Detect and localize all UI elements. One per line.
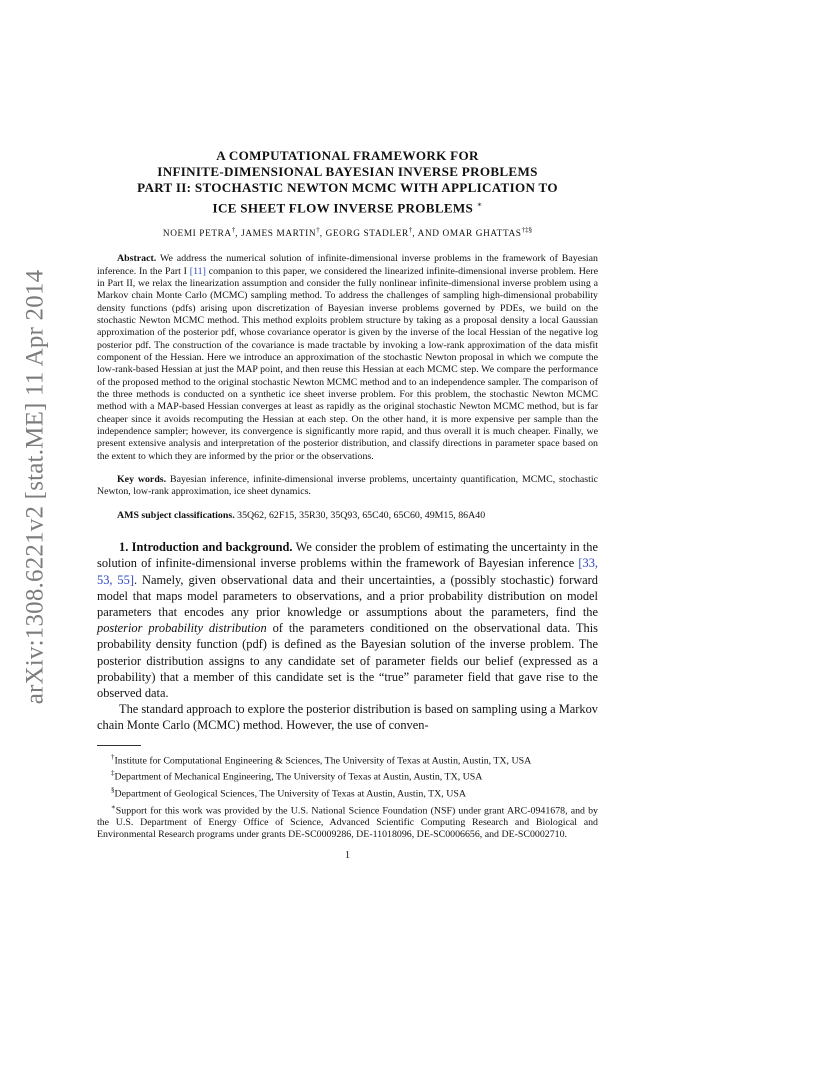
footnotes xyxy=(97,751,598,842)
intro-text-1a: We consider the problem of estimating the uncertainty in the solution of infinite-dimensional inverse problems within the framework of Bayesian inference xyxy=(97,540,599,571)
footnote-1-text: Institute for Computational Engineering & Sciences, The University of Texas at Austin, Austin, TX, USA xyxy=(114,754,532,766)
introduction-section xyxy=(97,539,598,733)
ams-text: 35Q62, 62F15, 35R30, 35Q93, 65C40, 65C60, 49M15, 86A40 xyxy=(237,509,486,521)
title-line-4-text: ICE SHEET FLOW INVERSE PROBLEMS xyxy=(212,199,474,215)
author-conjunction: AND xyxy=(417,229,440,240)
footnote-2-mark: ‡ xyxy=(111,769,115,778)
author-1: NOEMI PETRA xyxy=(162,229,232,240)
title-line-2: INFINITE-DIMENSIONAL BAYESIAN INVERSE PROBLEMS xyxy=(157,164,538,180)
author-2: JAMES MARTIN xyxy=(241,229,317,240)
author-4: OMAR GHATTAS xyxy=(442,229,522,240)
footnote-3 xyxy=(97,784,598,801)
abstract-label: Abstract. xyxy=(117,253,157,265)
title-line-4 xyxy=(97,197,598,217)
title-line-1: A COMPUTATIONAL FRAMEWORK FOR xyxy=(216,148,479,163)
author-list: NOEMI PETRA†, JAMES MARTIN†, GEORG STADLER†, AND OMAR GHATTAS†‡§ xyxy=(162,226,533,240)
intro-text-1b: . Namely, given observational data and their uncertainties, a (possibly stochastic) forward model that maps model parameters to observations, and a prior probability distribution on model parameters that encodes any prior knowledge or assumptions about the parameters, find the xyxy=(97,572,598,619)
footnote-2 xyxy=(97,767,598,784)
arxiv-identifier-stamp xyxy=(20,269,50,705)
ams-label: AMS subject classifications. xyxy=(117,509,235,521)
paper-page xyxy=(97,148,598,861)
footnote-divider xyxy=(97,745,141,746)
keywords xyxy=(97,474,598,499)
abstract-text-2: companion to this paper, we considered the linearized infinite-dimensional inverse problem. Here in Part II, we relax the linearization assumption and consider the fully nonlinear infinite-dimensional inverse problem using a Markov chain Monte Carlo (MCMC) sampling method. To address the challenges of sampling high-dimensional probability density functions (pdfs) arising upon discretization of Bayesian inverse problems governed by PDEs, we build on the stochastic Newton MCMC method. This method exploits problem structure by taking as a proposal density a local Gaussian approximation of the posterior pdf, whose covariance operator is given by the inverse of the local Hessian of the negative log posterior pdf. The construction of the covariance is made tractable by invoking a low-rank approximation of the data misfit component of the Hessian. Here we introduce an approximation of the stochastic Newton proposal in which we compute the low-rank-based Hessian at just the MAP point, and then reuse this Hessian at each MCMC step. We compare the performance of the proposed method to the original stochastic Newton MCMC method and to an independence sampler. The comparison of the three methods is conducted on a synthetic ice sheet inverse problem. For this problem, the stochastic Newton MCMC method with a MAP-based Hessian converges at least as rapidly as the original stochastic Newton MCMC method, but is far cheaper since it avoids recomputing the Hessian at each step. On the other hand, it is more expensive per sample than the independence sampler; however, its convergence is significantly more rapid, and thus overall it is much cheaper. Finally, we present extensive analysis and interpretation of the posterior distribution, and classify directions in parameter space based on the extent to which they are informed by the prior or the observations. xyxy=(97,265,598,462)
keywords-text: Bayesian inference, infinite-dimensional inverse problems, uncertainty quantification, MCMC, stochastic Newton, low-rank approximation, ice sheet dynamics. xyxy=(97,474,598,498)
author-3-mark: † xyxy=(408,226,413,235)
footnote-4 xyxy=(97,801,598,842)
section-heading: 1. Introduction and background. xyxy=(119,540,293,555)
citation-link-11[interactable]: [11] xyxy=(189,265,206,277)
footnote-4-text: Support for this work was provided by the U.S. National Science Foundation (NSF) under grant ARC-0941678, and by the U.S. Department of Energy Office of Science, Advanced Scientific Computing Research and Biological and Environmental Research programs under grants DE-SC0009286, DE-11018096, DE-SC0006656, and DE-SC0002710. xyxy=(97,804,598,841)
arxiv-identifier-text: arXiv:1308.6221v2 [stat.ME] 11 Apr 2014 xyxy=(21,269,49,705)
abstract-text-1: We address the numerical solution of infinite-dimensional inverse problems in the framework of Bayesian inference. In the Part I xyxy=(97,253,598,277)
footnote-4-mark: ∗ xyxy=(111,802,116,811)
title-line-3: PART II: STOCHASTIC NEWTON MCMC WITH APPLICATION TO xyxy=(137,180,558,196)
abstract xyxy=(97,253,598,463)
intro-text-1c: of the parameters conditioned on the observational data. This probability density function (pdf) is defined as the Bayesian solution of the inverse problem. The posterior distribution assigns to any candidate set of parameter fields our belief (expressed as a probability) that a member of this candidate set is the “true” parameter field that gave rise to the observed data. xyxy=(97,621,598,700)
footnote-3-text: Department of Geological Sciences, The University of Texas at Austin, Austin, TX, USA xyxy=(114,788,466,800)
title-footnote-mark: ∗ xyxy=(476,199,483,209)
footnote-1 xyxy=(97,751,598,768)
keywords-label: Key words. xyxy=(117,474,167,486)
intro-paragraph-2: The standard approach to explore the posterior distribution is based on sampling using a Markov chain Monte Carlo (MCMC) method. However, the use of conven- xyxy=(97,702,598,733)
author-1-mark: † xyxy=(231,226,236,235)
citation-link-33-53-55[interactable]: [33, 53, 55] xyxy=(97,556,598,587)
page-number: 1 xyxy=(345,849,350,861)
ams-classifications xyxy=(97,510,598,522)
author-3: GEORG STADLER xyxy=(325,229,409,240)
footnote-2-text: Department of Mechanical Engineering, The University of Texas at Austin, Austin, TX, USA xyxy=(114,771,483,783)
author-4-mark: †‡§ xyxy=(521,226,533,235)
footnote-1-mark: † xyxy=(111,752,115,761)
paper-title xyxy=(97,148,598,216)
author-2-mark: † xyxy=(316,226,320,235)
footnote-3-mark: § xyxy=(111,785,115,794)
intro-paragraph-1 xyxy=(97,539,598,701)
intro-emphasis: posterior probability distribution xyxy=(97,621,267,636)
